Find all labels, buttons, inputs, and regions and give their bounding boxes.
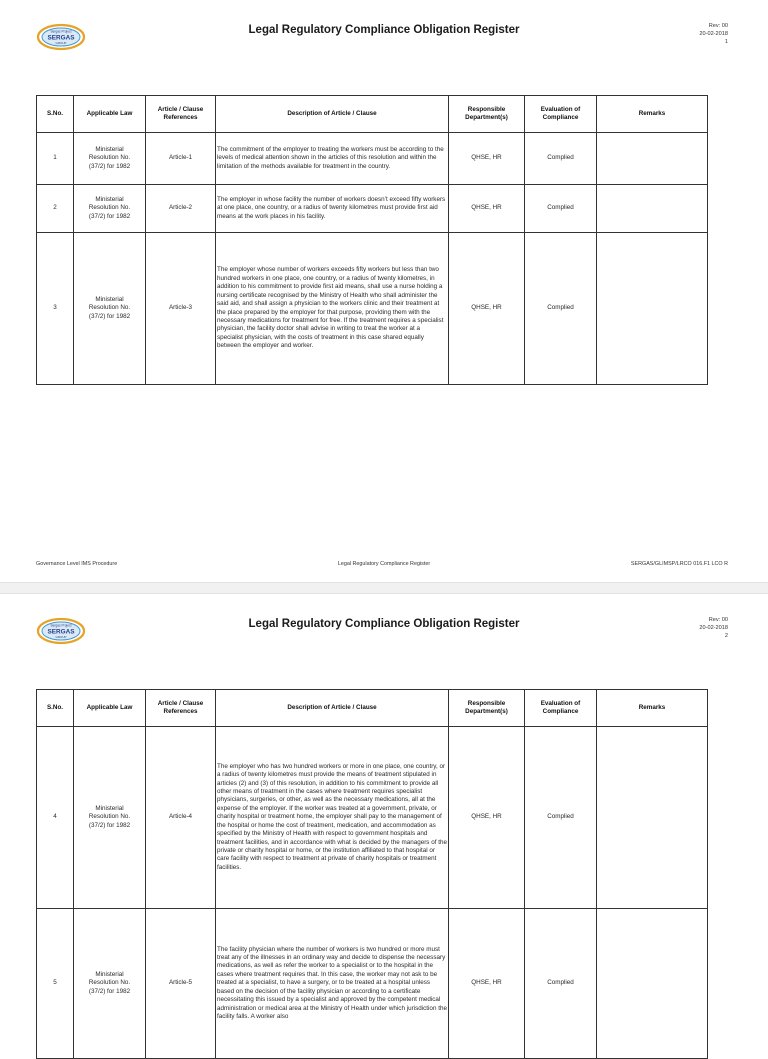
table-row (37, 133, 708, 185)
cell-article: Article-3 (146, 233, 216, 385)
table-header-row (37, 96, 708, 133)
header-article-reference: Article / Clause References (146, 690, 216, 727)
cell-article: Article-2 (146, 185, 216, 233)
document-page-2 (0, 594, 768, 1024)
table-header-row (37, 690, 708, 727)
logo-wordmark: SERGAS (47, 34, 75, 42)
cell-sno: 4 (37, 727, 74, 909)
header-responsible-department: Responsible Department(s) (449, 96, 525, 133)
revision-date: 20-02-2018 (699, 31, 728, 37)
cell-evaluation: Complied (525, 133, 597, 185)
cell-department: QHSE, HR (449, 133, 525, 185)
cell-remarks (597, 133, 708, 185)
header-article-reference: Article / Clause References (146, 96, 216, 133)
compliance-register-table (36, 689, 708, 1059)
table-row (37, 233, 708, 385)
cell-evaluation: Complied (525, 185, 597, 233)
revision-block (699, 22, 728, 46)
compliance-register-table (36, 95, 708, 385)
cell-department: QHSE, HR (449, 185, 525, 233)
revision-number: Rev: 00 (708, 23, 728, 29)
cell-evaluation: Complied (525, 909, 597, 1059)
table-row (37, 727, 708, 909)
cell-sno: 1 (37, 133, 74, 185)
page-number: 1 (724, 39, 728, 45)
revision-date: 20-02-2018 (699, 625, 728, 631)
header-sno: S.No. (37, 690, 74, 727)
header-description: Description of Article / Clause (216, 690, 449, 727)
page-title: Legal Regulatory Compliance Obligation Register (248, 618, 520, 630)
cell-article: Article-1 (146, 133, 216, 185)
cell-description: The employer in whose facility the number of workers doesn’t exceed fifty workers at one place, one country, or a radius of twenty kilometres must provide first aid means at the work places in his facility. (216, 185, 449, 233)
table-row (37, 909, 708, 1059)
cell-remarks (597, 233, 708, 385)
page-separator (0, 582, 768, 594)
cell-applicable-law: Ministerial Resolution No. (37/2) for 1982 (74, 727, 146, 909)
cell-evaluation: Complied (525, 233, 597, 385)
cell-sno: 2 (37, 185, 74, 233)
table-row (37, 185, 708, 233)
page-title: Legal Regulatory Compliance Obligation Register (248, 24, 520, 36)
header-evaluation: Evaluation of Compliance (525, 690, 597, 727)
footer-right: SERGAS/GLIMSP/LRCO 016.F1 LCO R (630, 561, 728, 567)
revision-block (699, 616, 728, 640)
cell-applicable-law: Ministerial Resolution No. (37/2) for 1982 (74, 909, 146, 1059)
header-sno: S.No. (37, 96, 74, 133)
cell-department: QHSE, HR (449, 909, 525, 1059)
header-remarks: Remarks (597, 690, 708, 727)
cell-department: QHSE, HR (449, 727, 525, 909)
cell-sno: 3 (37, 233, 74, 385)
cell-description: The facility physician where the number of workers is two hundred or more must treat any of the illnesses in an ordinary way and decide to dispense the necessary medications, as well as refer the worker to a specialist or to the hospital in the cases where treatment requires that. In this case, the worker may not ask to be treated at a specialist, to have a surgery, or to be treated at a hospital unless based on the decision of the facility physician or according to a certificate necessitating this issued by a specialist and approved by the competent medical administration or medical area at the Ministry of Health under which jurisdiction the facility falls. A worker also (216, 909, 449, 1059)
logo-tagline: Sergas Project (50, 29, 72, 34)
cell-evaluation: Complied (525, 727, 597, 909)
logo-sub: GROUP (55, 635, 67, 639)
footer-center: Legal Regulatory Compliance Register (337, 561, 431, 567)
cell-article: Article-4 (146, 727, 216, 909)
logo-tagline: Sergas Project (50, 623, 72, 628)
footer-left: Governance Level IMS Procedure (36, 561, 118, 567)
cell-remarks (597, 185, 708, 233)
header-remarks: Remarks (597, 96, 708, 133)
header-description: Description of Article / Clause (216, 96, 449, 133)
cell-sno: 5 (37, 909, 74, 1059)
cell-remarks (597, 727, 708, 909)
cell-applicable-law: Ministerial Resolution No. (37/2) for 1982 (74, 233, 146, 385)
page-number: 2 (724, 633, 728, 639)
header-applicable-law: Applicable Law (74, 690, 146, 727)
cell-department: QHSE, HR (449, 233, 525, 385)
cell-applicable-law: Ministerial Resolution No. (37/2) for 1982 (74, 185, 146, 233)
cell-remarks (597, 909, 708, 1059)
logo-wordmark: SERGAS (47, 628, 75, 636)
header-applicable-law: Applicable Law (74, 96, 146, 133)
cell-description: The employer who has two hundred workers or more in one place, one country, or a radius of twenty kilometres must provide the means of treatment stipulated in articles (2) and (3) of this resolution, in addition to his commitment to provide all other means of treatment in the cases where treatment requires specialist physicians, surgeries, or other, as well as the necessary medications, all at the expense of the employer. If the worker was treated at a government, private, or charity hospital or treatment home, the employer shall pay to the management of the hospital or home the cost of treatment, medication, and accommodation as specified by the Ministry of Health with respect to government hospitals and treatment facilities, and in accordance with what is decided by the managers of the private or charity hospital or home, or the institution affiliated to that hospital or care facility with respect to treatment at private of charity hospitals or treatment facilities. (216, 727, 449, 909)
header-evaluation: Evaluation of Compliance (525, 96, 597, 133)
header-responsible-department: Responsible Department(s) (449, 690, 525, 727)
logo-sub: GROUP (55, 41, 67, 45)
cell-applicable-law: Ministerial Resolution No. (37/2) for 1982 (74, 133, 146, 185)
cell-description: The commitment of the employer to treating the workers must be according to the levels of medical attention shown in the articles of this resolution and within the limitation of the methods available for treatment in the country. (216, 133, 449, 185)
revision-number: Rev: 00 (708, 617, 728, 623)
cell-description: The employer whose number of workers exceeds fifty workers but less than two hundred workers in one place, one country, or a radius of twenty kilometres, in addition to his commitment to provide first aid means, shall use a nurse holding a nursing certificate recognised by the Ministry of Health who shall administer the said aid, and shall assign a physician to the workers clinic and their treatment at the place prepared by the employer for that purpose, providing them with the necessary medications for treatment for free. If the treatment requires a specialist physician, the facility doctor shall advise in writing to treat the worker at a specialist physician, with the costs of treatment in this case shared equally between the employer and worker. (216, 233, 449, 385)
cell-article: Article-5 (146, 909, 216, 1059)
